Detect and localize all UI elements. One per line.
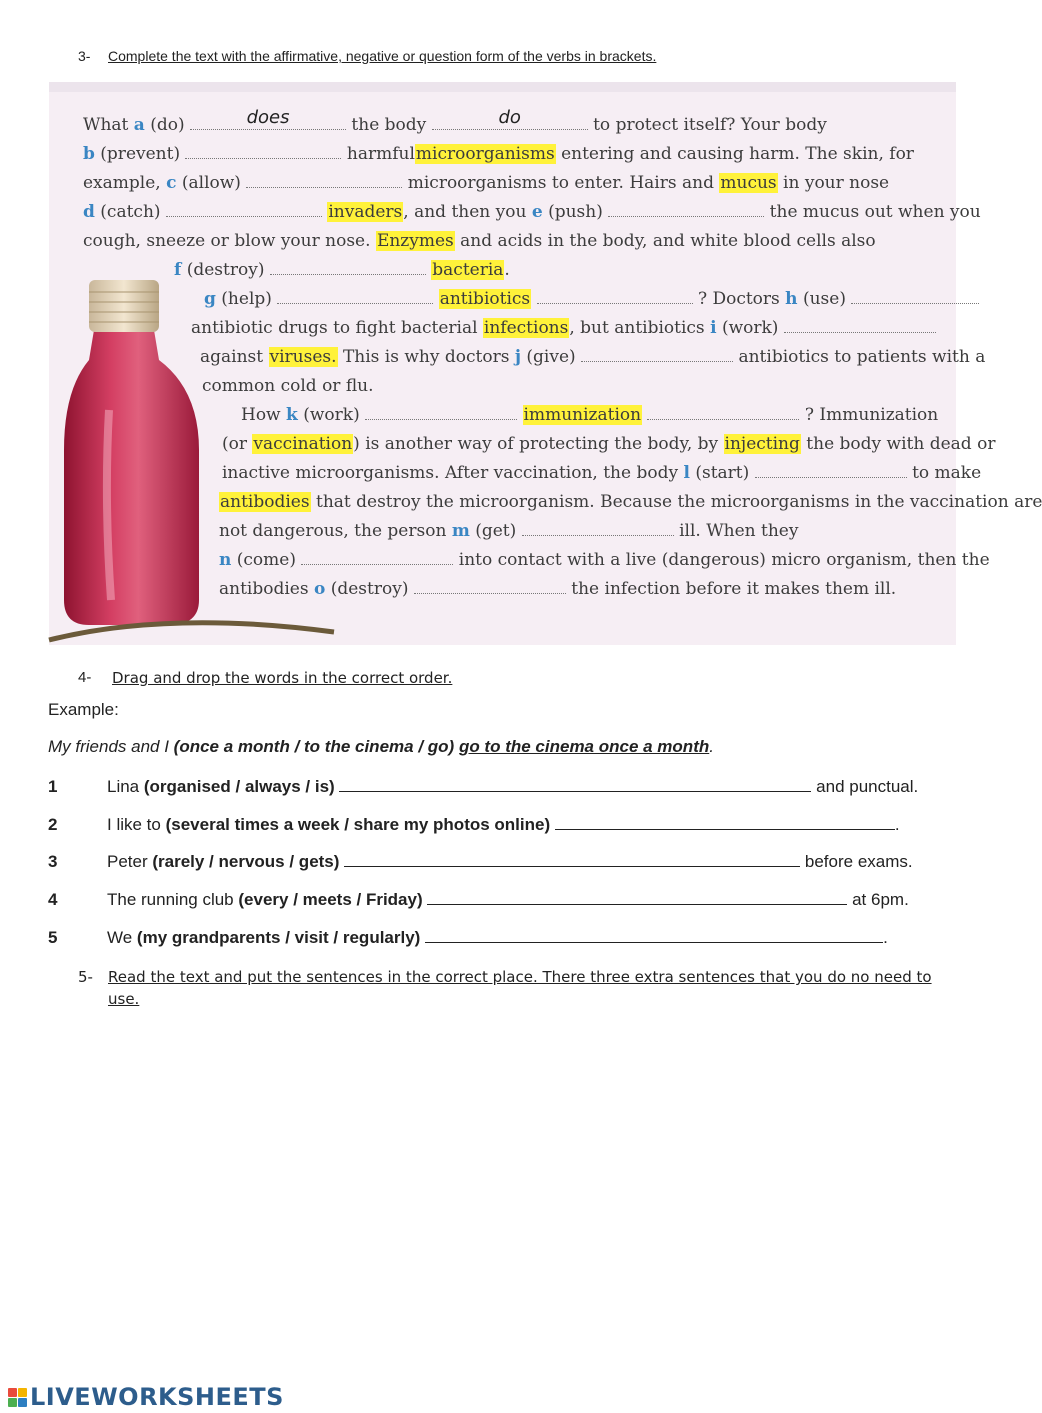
ex5-instruction-line-1: Read the text and put the sentences in the correct place. There three extra sentences that you do no need to — [108, 968, 932, 986]
example-sentence: My friends and I (once a month / to the cinema / go) go to the cinema once a month. — [48, 737, 714, 756]
ex3-line-15: not dangerous, the person m (get) ill. When they — [219, 521, 799, 541]
answer-blank-l[interactable] — [755, 463, 907, 478]
answer-blank-c[interactable] — [246, 173, 402, 188]
ex4-item-1: 1 Lina (organised / always / is) and punctual. — [48, 777, 919, 796]
ex3-line-1: What a (do) does the body do to protect itself? Your body — [83, 107, 827, 135]
ex3-line-7: g (help) antibiotics ? Doctors h (use) — [204, 288, 979, 310]
example-label: Example: — [48, 700, 119, 719]
ex3-line-12: (or vaccination) is another way of protecting the body, by injecting the body with dead or — [222, 434, 996, 454]
ex3-line-11: How k (work) immunization ? Immunization — [241, 405, 939, 425]
answer-drop-zone-4[interactable] — [427, 888, 847, 905]
answer-blank-a2[interactable]: do — [432, 115, 588, 130]
answer-blank-d[interactable] — [166, 202, 322, 217]
answer-blank-n[interactable] — [301, 550, 453, 565]
answer-blank-e[interactable] — [608, 202, 764, 217]
answer-blank-b[interactable] — [185, 144, 341, 159]
ex4-item-2: 2 I like to (several times a week / share my photos online) . — [48, 815, 900, 834]
answer-blank-h[interactable] — [851, 289, 979, 304]
ex3-line-4: d (catch) invaders, and then you e (push) the mucus out when you — [83, 202, 981, 222]
answer-drop-zone-2[interactable] — [555, 813, 895, 830]
answer-blank-k[interactable] — [365, 405, 517, 420]
ex3-instruction: Complete the text with the affirmative, negative or question form of the verbs in brackets. — [108, 48, 657, 64]
ex3-line-13: inactive microorganisms. After vaccination, the body l (start) to make — [222, 463, 982, 483]
answer-blank-a[interactable]: does — [190, 115, 346, 130]
ex3-line-14: antibodies that destroy the microorganism. Because the microorganisms in the vaccination are — [220, 492, 1042, 512]
ex3-line-10: common cold or flu. — [202, 376, 374, 396]
ex4-item-3: 3 Peter (rarely / nervous / gets) before exams. — [48, 852, 913, 871]
ex3-line-5: cough, sneeze or blow your nose. Enzymes and acids in the body, and white blood cells also — [83, 231, 876, 251]
ex4-item-4: 4 The running club (every / meets / Friday) at 6pm. — [48, 890, 909, 909]
ex4-instruction: Drag and drop the words in the correct order. — [112, 669, 453, 687]
exercise-3-panel — [49, 82, 1042, 645]
ex3-line-3: example, c (allow) microorganisms to enter. Hairs and mucus in your nose — [83, 173, 890, 193]
ex5-instruction-line-2: use. — [108, 990, 140, 1008]
liveworksheets-logo: LIVEWORKSHEETS — [8, 1383, 284, 1411]
answer-drop-zone-1[interactable] — [339, 775, 811, 792]
logo-grid-icon — [8, 1388, 27, 1407]
ex3-number: 3- — [78, 48, 91, 64]
answer-blank-k2[interactable] — [647, 405, 799, 420]
ex3-line-9: against viruses. This is why doctors j (give) antibiotics to patients with a — [200, 347, 986, 367]
ex5-number: 5- — [78, 968, 93, 986]
answer-blank-i[interactable] — [784, 318, 936, 333]
answer-blank-g2[interactable] — [537, 289, 693, 304]
ex3-line-17: antibodies o (destroy) the infection before it makes them ill. — [219, 579, 897, 599]
answer-blank-j[interactable] — [581, 347, 733, 362]
ex4-number: 4- — [78, 669, 92, 686]
answer-blank-o[interactable] — [414, 579, 566, 594]
answer-blank-m[interactable] — [522, 521, 674, 536]
ex3-line-2: b (prevent) harmfulmicroorganisms entering and causing harm. The skin, for — [83, 144, 914, 164]
answer-blank-g[interactable] — [277, 289, 433, 304]
answer-drop-zone-5[interactable] — [425, 926, 883, 943]
ex3-line-8: antibiotic drugs to fight bacterial infections, but antibiotics i (work) — [191, 317, 936, 339]
ex3-line-16: n (come) into contact with a live (dangerous) micro organism, then the — [219, 550, 990, 570]
example-answer: go to the cinema once a month — [458, 737, 710, 756]
ex3-line-6: f (destroy) bacteria. — [174, 260, 510, 280]
answer-drop-zone-3[interactable] — [344, 850, 800, 867]
answer-blank-f[interactable] — [270, 260, 426, 275]
ex4-item-5: 5 We (my grandparents / visit / regularly) . — [48, 928, 888, 947]
